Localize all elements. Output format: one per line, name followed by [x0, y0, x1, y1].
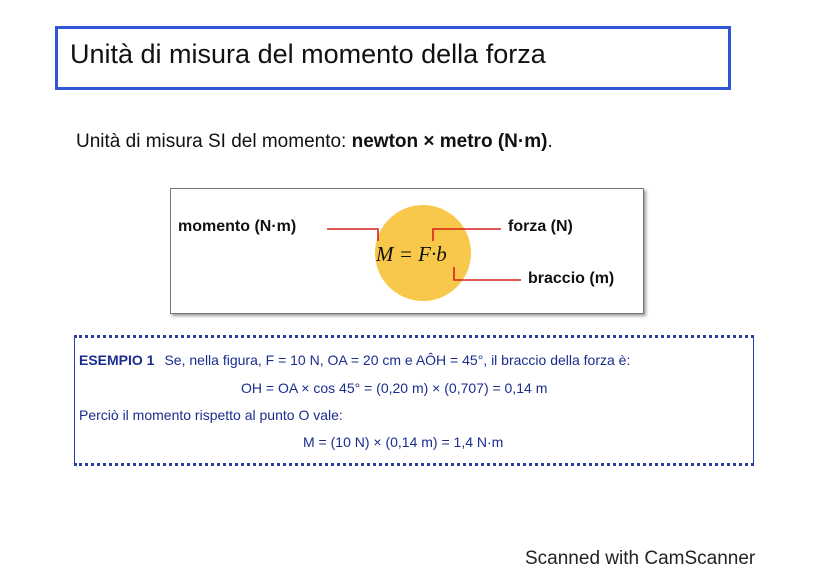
title-box	[55, 26, 731, 90]
scanner-watermark: Scanned with CamScanner	[525, 548, 756, 569]
example-equation-moment: M = (10 N) × (0,14 m) = 1,4 N·m	[303, 434, 504, 450]
example-line-1: Se, nella figura, F = 10 N, OA = 20 cm e AÔH = 45°, il braccio della forza è:	[164, 352, 631, 368]
page-title: Unità di misura del momento della forza	[70, 39, 546, 69]
formula-figure	[170, 188, 644, 314]
example-header	[79, 352, 630, 368]
moment-label: momento (N·m)	[178, 218, 297, 235]
example-equation-arm: OH = OA × cos 45° = (0,20 m) × (0,707) = 0,14 m	[241, 380, 548, 396]
unit-statement-suffix: .	[547, 131, 553, 152]
example-box	[74, 335, 754, 466]
force-label: forza (N)	[508, 218, 573, 235]
moment-formula: M = F·b	[376, 242, 447, 266]
unit-statement-unit: newton × metro (N·m)	[351, 131, 548, 152]
unit-statement-prefix: Unità di misura SI del momento:	[76, 131, 352, 152]
arm-label: braccio (m)	[528, 270, 615, 287]
moment-leader-line	[327, 229, 378, 241]
example-tag: ESEMPIO 1	[79, 352, 155, 368]
unit-statement	[76, 131, 553, 153]
example-line-3: Perciò il momento rispetto al punto O vale:	[79, 407, 343, 423]
